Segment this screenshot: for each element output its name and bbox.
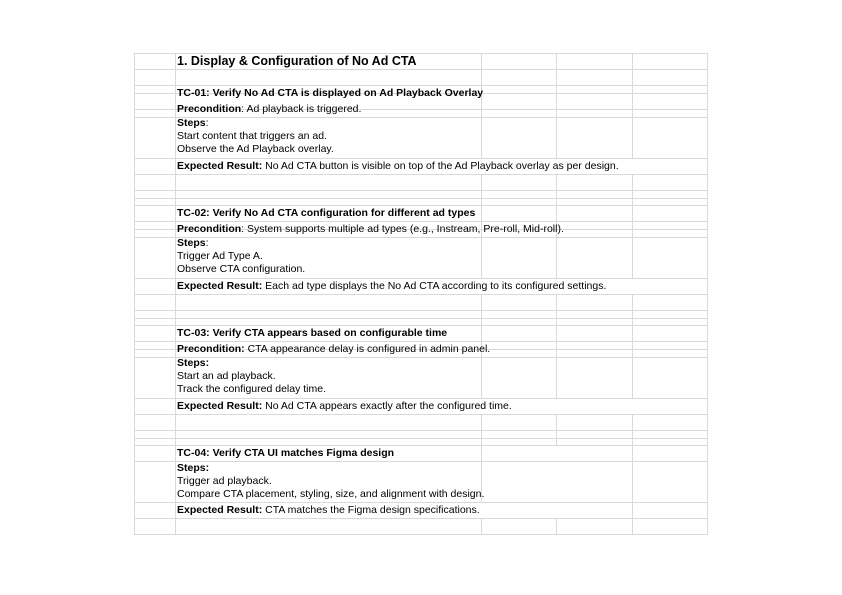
grid-row-line — [134, 438, 708, 439]
grid-col-segment — [556, 294, 557, 398]
grid-row-line — [134, 221, 708, 222]
grid-col-line — [707, 53, 708, 534]
grid-row-line — [134, 158, 708, 159]
grid-row-line — [134, 278, 708, 279]
grid-row-line — [134, 85, 708, 86]
tc02-steps: Steps: Trigger Ad Type A. Observe CTA configuration. — [177, 237, 306, 275]
tc03-expected: Expected Result: No Ad CTA appears exactly after the configured time. — [177, 400, 512, 412]
grid-col-segment — [556, 69, 557, 158]
tc01-heading: TC-01: Verify No Ad CTA is displayed on Ad Playback Overlay — [177, 87, 484, 99]
grid-row-line — [134, 198, 708, 199]
grid-col-segment — [481, 518, 482, 534]
grid-col-segment — [632, 174, 633, 278]
grid-row-line — [134, 430, 708, 431]
section-title: 1. Display & Configuration of No Ad CTA — [177, 54, 417, 68]
grid-row-line — [134, 174, 708, 175]
grid-row-line — [134, 325, 708, 326]
tc02-expected: Expected Result: Each ad type displays the No Ad CTA according to its configured settings. — [177, 280, 607, 292]
tc02-heading: TC-02: Verify No Ad CTA configuration for different ad types — [177, 207, 476, 219]
tc04-expected: Expected Result: CTA matches the Figma design specifications. — [177, 504, 480, 516]
grid-row-line — [134, 190, 708, 191]
grid-col-segment — [481, 53, 482, 69]
grid-col-line — [175, 53, 176, 534]
grid-col-segment — [556, 53, 557, 69]
grid-col-line — [134, 53, 135, 534]
tc03-steps: Steps: Start an ad playback. Track the configured delay time. — [177, 357, 327, 395]
tc02-precondition: Precondition: System supports multiple ad types (e.g., Instream, Pre-roll, Mid-roll). — [177, 223, 564, 235]
grid-col-segment — [481, 69, 482, 158]
grid-row-line — [134, 414, 708, 415]
grid-col-segment — [632, 414, 633, 534]
grid-row-line — [134, 318, 708, 319]
grid-row-line — [134, 398, 708, 399]
tc01-precondition: Precondition: Ad playback is triggered. — [177, 103, 362, 115]
grid-row-line — [134, 341, 708, 342]
grid-col-segment — [556, 414, 557, 445]
grid-row-line — [134, 294, 708, 295]
tc04-steps: Steps: Trigger ad playback. Compare CTA placement, styling, size, and alignment with design. — [177, 462, 485, 500]
grid-row-line — [134, 310, 708, 311]
grid-row-line — [134, 69, 708, 70]
tc01-steps: Steps: Start content that triggers an ad. Observe the Ad Playback overlay. — [177, 117, 334, 155]
tc04-heading: TC-04: Verify CTA UI matches Figma design — [177, 447, 395, 459]
grid-row-line — [134, 518, 708, 519]
tc03-precondition: Precondition: CTA appearance delay is configured in admin panel. — [177, 343, 491, 355]
grid-row-line — [134, 205, 708, 206]
grid-col-segment — [556, 518, 557, 534]
grid-col-segment — [632, 294, 633, 398]
grid-row-line — [134, 502, 708, 503]
grid-col-segment — [632, 53, 633, 158]
tc01-expected: Expected Result: No Ad CTA button is visible on top of the Ad Playback overlay as per design. — [177, 160, 619, 172]
grid-row-line — [134, 445, 708, 446]
tc03-heading: TC-03: Verify CTA appears based on configurable time — [177, 327, 448, 339]
grid-row-line — [134, 534, 708, 535]
